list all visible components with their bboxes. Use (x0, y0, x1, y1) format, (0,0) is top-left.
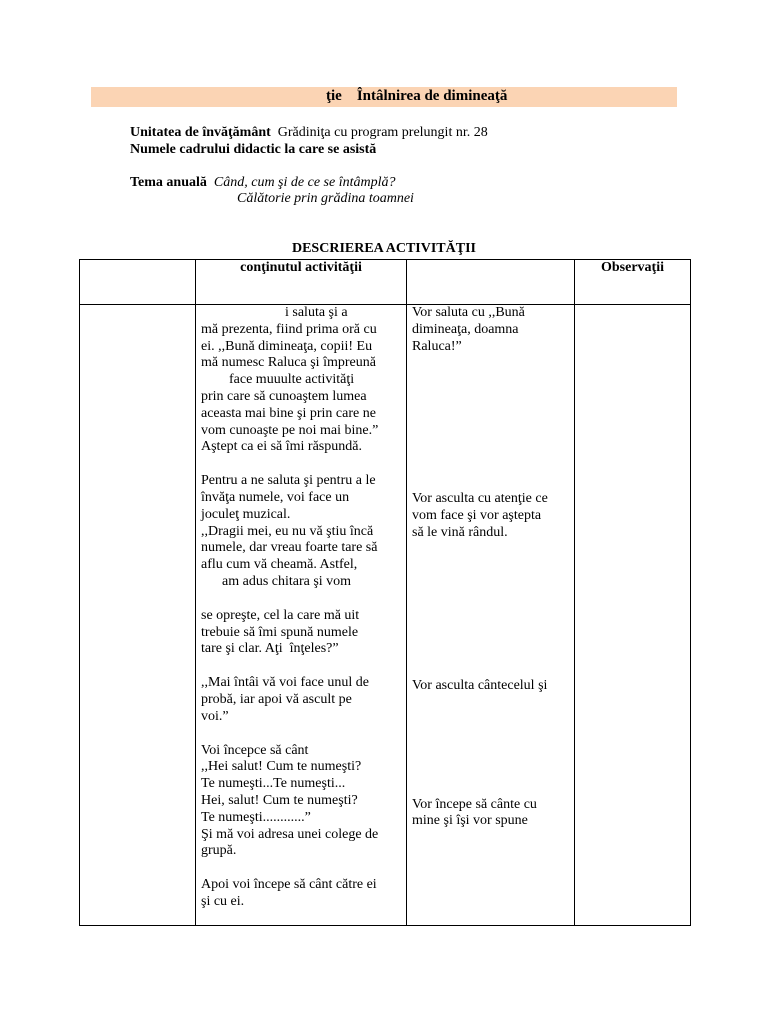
teacher-label: Numele cadrului didactic la care se asistă (130, 142, 377, 157)
text-line: Vor saluta cu ,,Bună (412, 305, 525, 320)
text-line: vom cunoaşte pe noi mai bine.” (201, 422, 379, 438)
text-line: joculeţ muzical. (201, 506, 291, 522)
header-content: conţinutul activităţii (196, 260, 407, 305)
blank-line (412, 661, 569, 678)
activity-table (79, 259, 691, 926)
teacher-line (130, 142, 376, 158)
text-line: ei. ,,Bună dimineaţa, copii! Eu (201, 338, 373, 354)
blank-line (412, 389, 569, 406)
text-line: voi.” (201, 708, 229, 724)
blank-line (201, 658, 401, 675)
text-line: Pentru a ne saluta şi pentru a le (201, 473, 376, 489)
text-line: Te numeşti............” (201, 809, 311, 825)
blank-line (412, 474, 569, 491)
blank-line (412, 712, 569, 729)
text-line: Te numeşti...Te numeşti... (201, 776, 346, 792)
blank-line (412, 763, 569, 780)
activity-content-cell (196, 305, 407, 926)
text-line: prin care să cunoaştem lumea (201, 388, 367, 404)
text-line: Aştept ca ei să îmi răspundă. (201, 439, 362, 455)
unit-label: Unitatea de învăţământ (130, 125, 271, 140)
blank-line (201, 860, 401, 877)
text-line: ,,Mai întâi vă voi face unul de (201, 675, 369, 691)
header-observations: Observaţii (575, 260, 691, 305)
text-line: Voi începce să cânt (201, 742, 309, 758)
text-line: aflu cum vă cheamă. Astfel, (201, 557, 358, 573)
unit-line (130, 125, 488, 141)
text-line: ,,Hei salut! Cum te numeşti? (201, 759, 362, 775)
theme-line (130, 175, 395, 191)
section-title: DESCRIEREA ACTIVITĂŢII (291, 241, 476, 256)
theme-question: Când, cum şi de ce se întâmplă? (213, 175, 396, 190)
theme-subtitle: Călătorie prin grădina toamnei (237, 191, 414, 206)
body-cell-1 (80, 305, 196, 926)
text-line: i saluta şi a (201, 305, 348, 320)
text-line: vom face şi vor aştepta (412, 508, 542, 524)
text-line: Vor începe să cânte cu (412, 796, 537, 812)
theme-label: Tema anuală (130, 175, 207, 190)
blank-line (412, 593, 569, 610)
text-line: Raluca!” (412, 338, 462, 354)
blank-line (412, 644, 569, 661)
text-line: tare şi clar. Aţi înţeles?” (201, 641, 339, 657)
blank-line (412, 440, 569, 457)
text-line: Vor asculta cântecelul şi (412, 677, 548, 693)
blank-line (412, 746, 569, 763)
header-cell-1 (80, 260, 196, 305)
text-line: să le vină rândul. (412, 524, 508, 540)
blank-line (412, 457, 569, 474)
header-cell-3 (407, 260, 575, 305)
table-body-row (80, 305, 691, 926)
text-line: numele, dar vreau foarte tare să (201, 540, 378, 556)
text-line: ,,Dragii mei, eu nu vă ştiu încă (201, 523, 374, 539)
text-line: mine şi îşi vor spune (412, 813, 528, 829)
blank-line (201, 726, 401, 743)
blank-line (412, 627, 569, 644)
text-line: grupă. (201, 843, 237, 859)
blank-line (412, 610, 569, 627)
blank-line (412, 542, 569, 559)
blank-line (412, 423, 569, 440)
text-line: am adus chitara şi vom (201, 573, 352, 589)
text-line: Apoi voi începe să cânt către ei (201, 877, 377, 893)
blank-line (412, 729, 569, 746)
table-header-row (80, 260, 691, 305)
text-line: probă, iar apoi vă ascult pe (201, 691, 352, 707)
blank-line (412, 559, 569, 576)
text-line: trebuie să îmi spună numele (201, 624, 359, 640)
blank-line (412, 372, 569, 389)
blank-line (412, 695, 569, 712)
text-line: Hei, salut! Cum te numeşti? (201, 792, 358, 808)
blank-line (201, 591, 401, 608)
text-line: aceasta mai bine şi prin care ne (201, 405, 376, 421)
unit-value: Grădiniţa cu program prelungit nr. 28 (277, 125, 488, 140)
theme-subline (237, 191, 414, 207)
document-title: ţie Întâlnirea de dimineaţă (326, 88, 508, 104)
blank-line (201, 456, 401, 473)
blank-line (412, 780, 569, 797)
text-line: Şi mă voi adresa unei colege de (201, 826, 379, 842)
children-behavior-cell (407, 305, 575, 926)
text-line: dimineaţa, doamna (412, 321, 519, 337)
blank-line (412, 576, 569, 593)
text-line: face muuulte activităţi (201, 372, 355, 388)
blank-line (412, 406, 569, 423)
observations-cell (575, 305, 691, 926)
text-line: şi cu ei. (201, 893, 245, 909)
blank-line (412, 355, 569, 372)
text-line: mă prezenta, fiind prima oră cu (201, 321, 377, 337)
text-line: învăţa numele, voi face un (201, 489, 350, 505)
text-line: Vor asculta cu atenţie ce (412, 491, 548, 507)
text-line: mă numesc Raluca şi împreună (201, 355, 376, 371)
text-line: se opreşte, cel la care mă uit (201, 607, 360, 623)
